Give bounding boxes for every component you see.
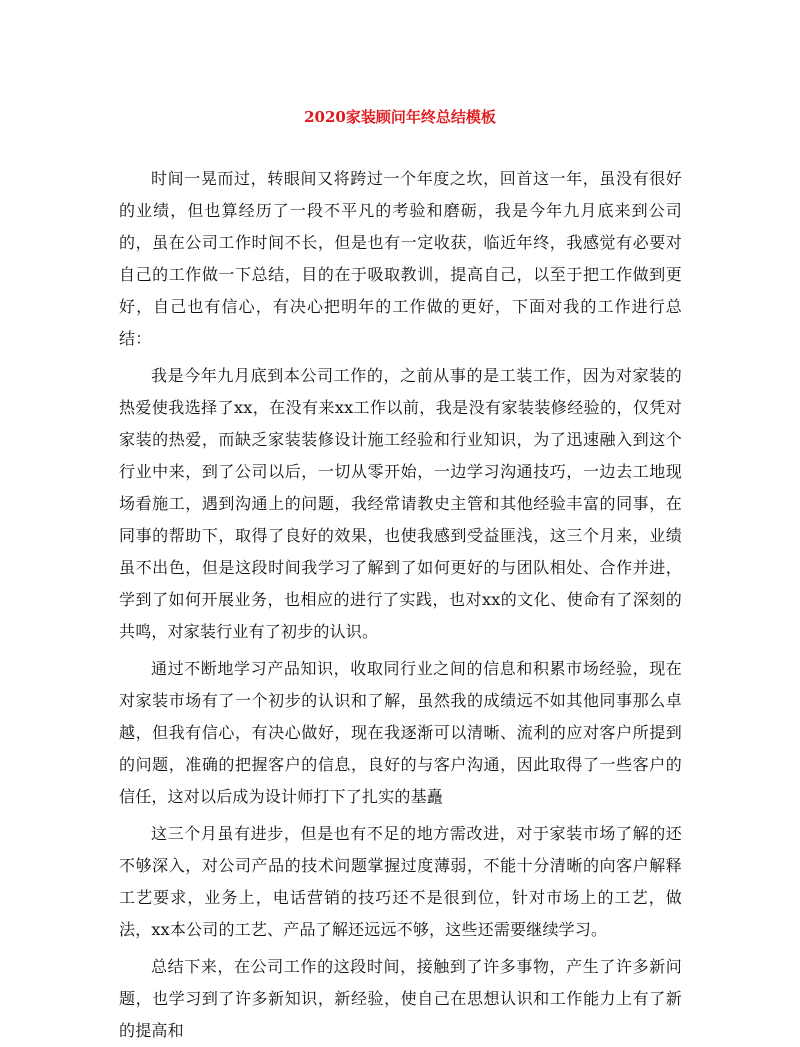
paragraph-4: 这三个月虽有进步，但是也有不足的地方需改进，对于家装市场了解的还不够深入，对公司产品的技术问题掌握过度薄弱，不能十分清晰的向客户解释工艺要求，业务上，电话营销的技巧还不是很到位，针对市场上的工艺，做法，xx本公司的工艺、产品了解还远远不够，这些还需要继续学习。	[119, 824, 682, 939]
document-title: 2020家装顾问年终总结模板	[304, 108, 496, 126]
paragraph-2: 我是今年九月底到本公司工作的，之前从事的是工装工作，因为对家装的热爱使我选择了xx，在没有来xx工作以前，我是没有家装装修经验的，仅凭对家装的热爱，而缺乏家装装修设计施工经验和行业知识，为了迅速融入到这个行业中来，到了公司以后，一切从零开始，一边学习沟通技巧，一边去工地现场看施工，遇到沟通上的问题，我经常请教史主管和其他经验丰富的同事，在同事的帮助下，取得了良好的效果，也使我感到受益匪浅，这三个月来，业绩虽不出色，但是这段时间我学习了解到了如何更好的与团队相处、合作并进，学到了如何开展业务，也相应的进行了实践，也对xx的文化、使命有了深刻的共鸣，对家装行业有了初步的认识。	[119, 366, 682, 641]
paragraph-3: 通过不断地学习产品知识，收取同行业之间的信息和积累市场经验，现在对家装市场有了一个初步的认识和了解，虽然我的成绩远不如其他同事那么卓越，但我有信心，有决心做好，现在我逐渐可以清晰、流利的应对客户所提到的问题，准确的把握客户的信息，良好的与客户沟通，因此取得了一些客户的信任，这对以后成为设计师打下了扎实的基矗	[119, 659, 682, 806]
document-body	[119, 163, 682, 1047]
paragraph-1: 时间一晃而过，转眼间又将跨过一个年度之坎，回首这一年，虽没有很好的业绩，但也算经历了一段不平凡的考验和磨砺，我是今年九月底来到公司的，虽在公司工作时间不长，但是也有一定收获，临近年终，我感觉有必要对自己的工作做一下总结，目的在于吸取教训，提高自己，以至于把工作做到更好，自己也有信心，有决心把明年的工作做的更好，下面对我的工作进行总结：	[119, 169, 682, 348]
paragraph-5: 总结下来，在公司工作的这段时间，接触到了许多事物，产生了许多新问题，也学习到了许多新知识，新经验，使自己在思想认识和工作能力上有了新的提高和	[119, 957, 682, 1040]
